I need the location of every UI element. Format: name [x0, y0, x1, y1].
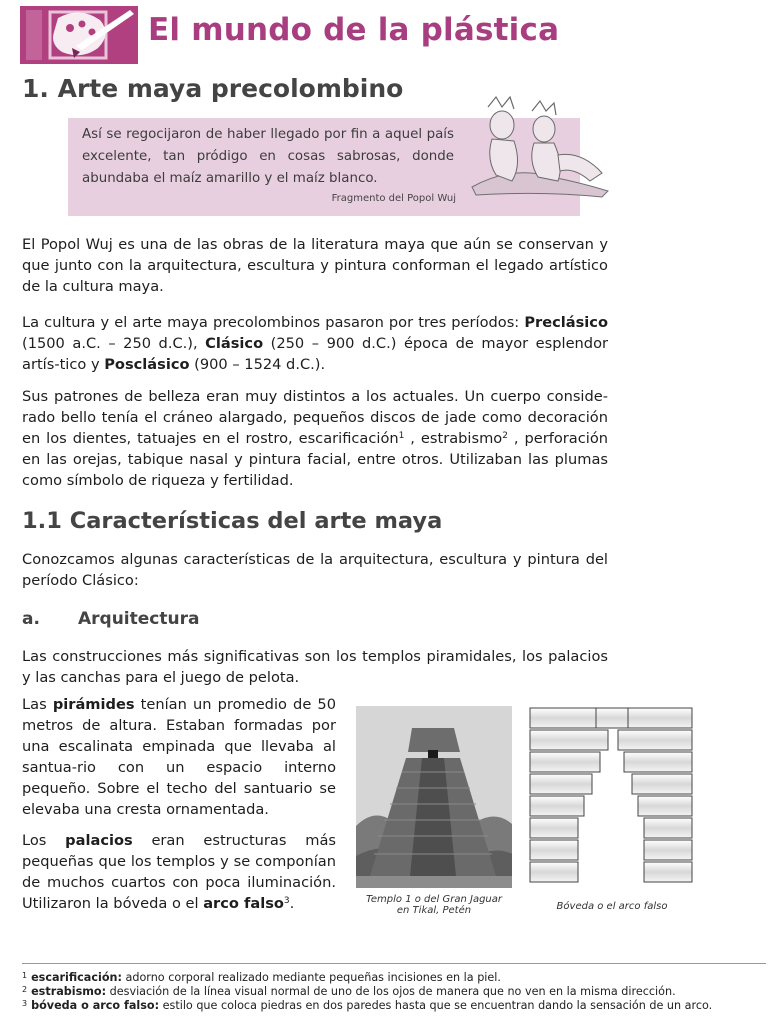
arch-caption: Bóveda o el arco falso: [556, 901, 668, 912]
quote-text: Así se regocijaron de haber llegado por fin a aquel país excelente, tan pródigo en cosas sabrosas, donde abundaba el maíz amarillo y el maíz blanco.: [82, 127, 454, 186]
corbel-arch-diagram: [528, 706, 696, 892]
footnote-ref-3: 3: [283, 896, 290, 906]
paragraph-arquitectura: Las construcciones más significativas son los templos piramidales, los palacios y las canchas para el juego de pelota.: [22, 648, 608, 686]
subsection-title: 1.1 Características del arte maya: [22, 508, 443, 534]
header-badge: [20, 6, 138, 64]
paragraph-piramides: [22, 694, 336, 820]
text-span: La cultura y el arte maya precolombinos pasaron por tres períodos:: [22, 314, 525, 331]
text-span: tenían un promedio de 50 metros de altura. Estaban formadas por una escalinata empinada que llevaba al santua-rio con un espacio interno pequeño. Sobre el techo del santuario se elevaba una cresta ornamentada.: [22, 696, 336, 818]
subsection-intro: Conozcamos algunas características de la arquitectura, escultura y pintura del período Clásico:: [22, 551, 608, 589]
term-preclasico: Preclásico: [524, 314, 608, 331]
paragraph-popol-wuj: El Popol Wuj es una de las obras de la literatura maya que aún se conservan y que junto con la arquitectura, escultura y pintura conforman el legado artístico de la cultura maya.: [22, 236, 608, 295]
paragraph-palacios: [22, 830, 336, 914]
section-title: 1. Arte maya precolombino: [22, 74, 404, 103]
footnote-term: escarificación:: [31, 971, 122, 984]
footnote-text: adorno corporal realizado mediante pequeñas incisiones en la piel.: [121, 971, 501, 984]
text-span: eran estructuras más pequeñas que los templos y se componían de muchos cuartos con poca iluminación. Utilizaron la bóveda o el: [22, 832, 336, 912]
text-span: (250 – 900 d.C.) época de mayor esplendor artís-tico y: [22, 335, 608, 373]
footnote-text: desviación de la línea visual normal de uno de los ojos de manera que no ven en la misma dirección.: [106, 985, 676, 998]
term-palacios: palacios: [65, 832, 133, 849]
footnote-3: [22, 997, 712, 1012]
text-span: , perforación en las orejas, tabique nasal y pintura facial, entre otros. Utilizaban las plumas como símbolo de riqueza y fertilidad.: [22, 430, 608, 489]
header-title: El mundo de la plástica: [148, 12, 560, 48]
quote-source: Fragmento del Popol Wuj: [331, 193, 456, 204]
temple-pyramid-image: [356, 706, 512, 888]
subheading-letter: a.: [22, 609, 40, 629]
footnote-number: 3: [22, 999, 28, 1008]
term-piramides: pirámides: [52, 696, 135, 713]
text-span: Los: [22, 832, 66, 849]
text-span: , estrabismo: [404, 430, 503, 447]
paragraph-periods: [22, 312, 608, 375]
footnote-ref-2: 2: [502, 431, 508, 441]
footnote-2: [22, 983, 676, 998]
text-span: (900 – 1524 d.C.).: [189, 356, 326, 373]
temple-caption-line-2: en Tikal, Petén: [396, 905, 472, 916]
paragraph-beauty: [22, 386, 608, 491]
maya-figures-illustration: [462, 95, 612, 200]
palette-brush-icon: [20, 6, 138, 64]
text-span: Las: [22, 696, 53, 713]
text-span: (1500 a.C. – 250 d.C.),: [22, 335, 206, 352]
footnote-1: [22, 969, 501, 984]
footnote-ref-1: 1: [398, 431, 405, 441]
term-posclasico: Posclásico: [104, 356, 190, 373]
footnote-term: bóveda o arco falso:: [31, 999, 160, 1012]
footnote-divider: [22, 963, 766, 964]
temple-caption-line-1: Templo 1 o del Gran Jaguar: [366, 894, 502, 905]
text-span: Sus patrones de belleza eran muy distintos a los actuales. Un cuerpo conside-rado bello tenía el cráneo alargado, pequeños discos de jade como decoración en los dientes, tatuajes en el rostro, escarificación: [22, 388, 608, 447]
subheading-arquitectura: Arquitectura: [78, 609, 200, 629]
text-span: .: [289, 895, 295, 912]
footnote-text: estilo que coloca piedras en dos paredes hasta que se encuentran dando la sensación de un arco.: [159, 999, 713, 1012]
term-arco-falso: arco falso: [203, 895, 284, 912]
temple-photo: [356, 706, 512, 888]
footnote-number: 2: [22, 985, 28, 994]
footnote-number: 1: [22, 971, 28, 980]
footnote-term: estrabismo:: [31, 985, 107, 998]
term-clasico: Clásico: [205, 335, 264, 352]
temple-caption: [352, 894, 516, 916]
